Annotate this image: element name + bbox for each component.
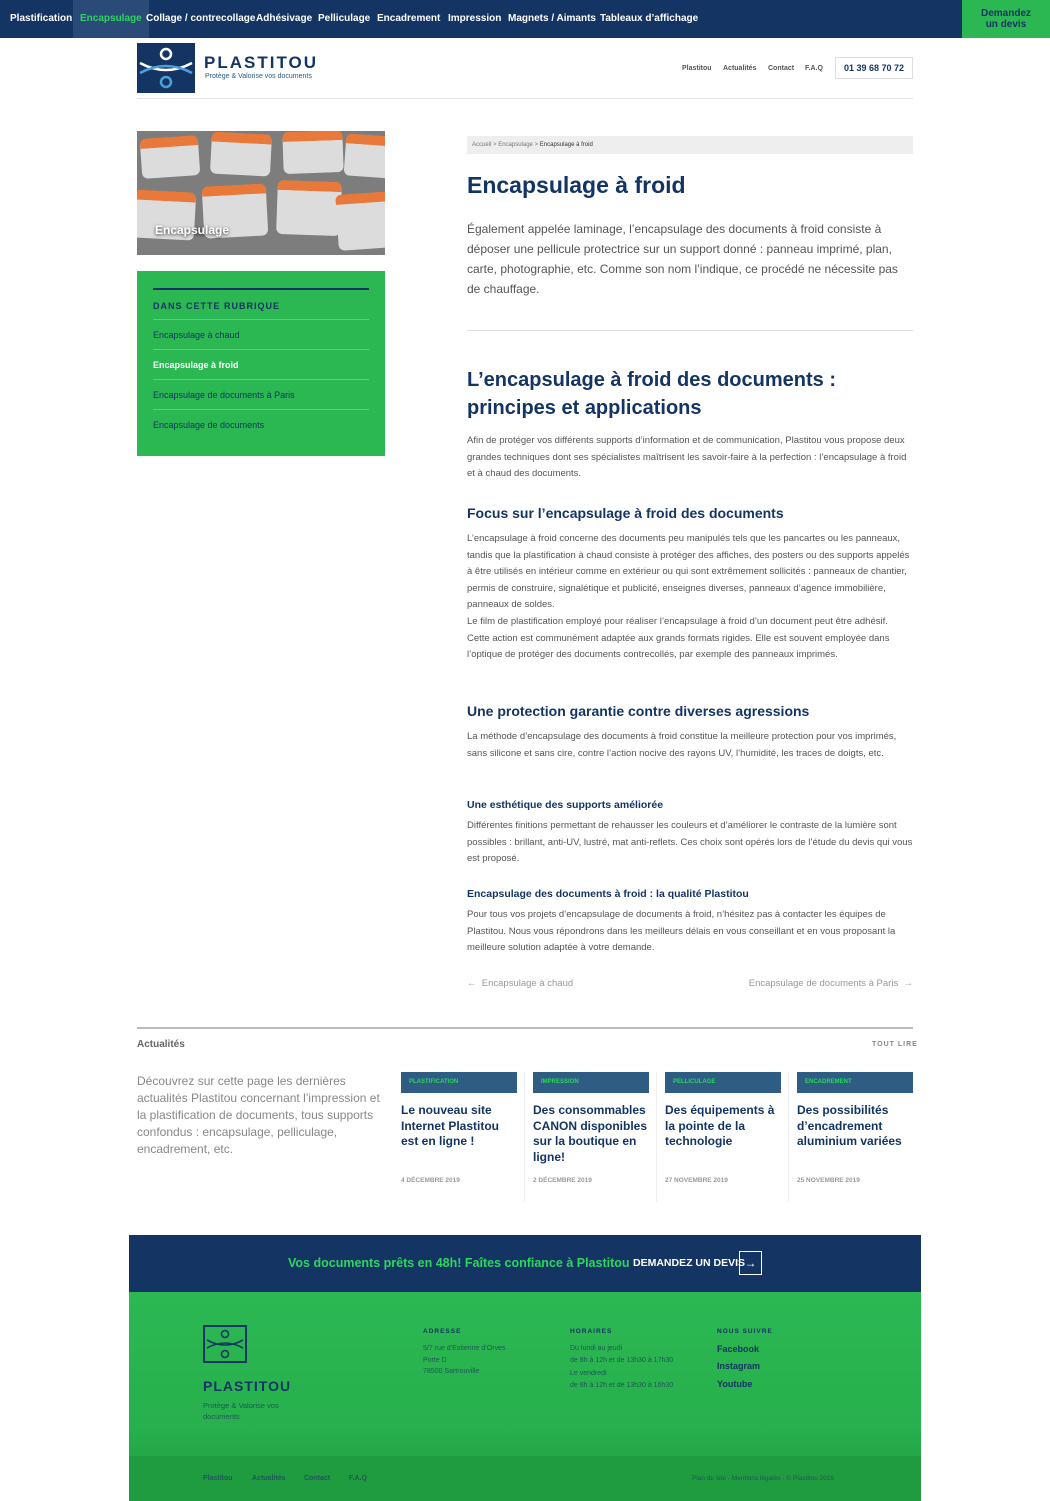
footer-address-line: 78500 Sartrouville: [423, 1368, 480, 1375]
news-divider: [137, 1027, 913, 1029]
news-tag: PELLICULAGE: [665, 1072, 781, 1093]
quality-heading: Encapsulage des documents à froid : la qualité Plastitou: [467, 888, 749, 900]
news-separator: [656, 1072, 657, 1202]
news-title: Actualités: [137, 1039, 185, 1050]
intro-paragraph: Afin de protéger vos différents supports d’information et de communication, Plastitou vous propose deux grandes techniques dont ses spécialistes maîtrisent les savoir-faire à la perfection : l’encapsulage à froid et à chaud des documents.: [467, 435, 907, 479]
footer-hours-line: de 8h à 12h et de 13h30 à 17h30: [570, 1356, 674, 1364]
esthetic-paragraph: Différentes finitions permettant de rehausser les couleurs et d’améliorer le contraste de la lumière sont possibles : brillant, anti-UV, lustré, mat anti-reflets. Ces choix sont opérés lors de l’étude du devis qui vous est proposé.: [467, 820, 913, 864]
page-title: Encapsulage à froid: [467, 172, 686, 198]
hero-card: [335, 191, 385, 251]
header-link-contact[interactable]: Contact: [768, 65, 795, 72]
news-card[interactable]: [665, 1072, 781, 1202]
footer-social-title: NOUS SUIVRE: [717, 1328, 773, 1335]
footer-link-actualites[interactable]: Actualités: [252, 1475, 286, 1482]
footer-instagram-link[interactable]: Instagram: [717, 1361, 761, 1371]
esthetic-heading: Une esthétique des supports améliorée: [467, 799, 664, 811]
footer-youtube-link[interactable]: Youtube: [717, 1379, 753, 1389]
hero-card: [140, 135, 201, 179]
footer-link-faq[interactable]: F.A.Q: [349, 1475, 367, 1482]
footer-logo-tagline: Protège & Valorise vos documents: [203, 1401, 279, 1421]
news-description: Découvrez sur cette page les dernières actualités Plastitou concernant l’impression et la plastification de documents, tous supports confondus : encapsulage, pelliculage, encadrement, etc.: [137, 1074, 380, 1156]
breadcrumb-home[interactable]: Accueil: [472, 142, 492, 148]
sidebar-item-froid[interactable]: Encapsulage à froid: [153, 350, 369, 380]
sidebar: [137, 271, 385, 456]
focus-paragraph-1: L’encapsulage à froid concerne des documents peu manipulés tels que les pancartes ou les panneaux, tandis que la plastification à chaud consiste à protéger des affiches, des posters ou des supports appelés à être utilisés en intérieur comme en extérieur ou qui sont extrêmement sollicités : panneaux de chantier, permis de construire, signalétique et publicité, enseignes diverses, panneaux d’agence immobilière, panneaux de soldes.: [467, 533, 910, 610]
footer-hours-line: Du lundi au jeudi: [570, 1345, 623, 1352]
nav-magnets[interactable]: Magnets / Aimants: [508, 13, 596, 24]
news-card[interactable]: [533, 1072, 649, 1202]
hero-card: [276, 180, 342, 236]
news-card[interactable]: [797, 1072, 913, 1202]
nav-encadrement[interactable]: Encadrement: [377, 13, 441, 24]
footer-address-line: Porte D: [423, 1356, 447, 1364]
hero-card: [344, 133, 385, 178]
prev-link-label: Encapsulage à chaud: [481, 978, 574, 989]
news-card-title: Des équipements à la pointe de la technologie: [665, 1103, 775, 1148]
news-read-all-link[interactable]: TOUT LIRE: [872, 1041, 918, 1048]
footer-copyright[interactable]: Plan du site - Mentions légales - © Plastitou 2019: [692, 1475, 835, 1482]
breadcrumb-sep: >: [534, 142, 539, 148]
news-tag: ENCADREMENT: [797, 1072, 913, 1093]
footer-address-line: 5/7 rue d’Estienne d’Orves: [423, 1345, 506, 1352]
news-card-date: 25 NOVEMBRE 2019: [797, 1177, 860, 1184]
footer-link-plastitou[interactable]: Plastitou: [203, 1475, 233, 1482]
hero-card: [282, 131, 343, 174]
news-tag: PLASTIFICATION: [401, 1072, 517, 1093]
logo-icon[interactable]: [137, 43, 195, 93]
next-link[interactable]: [749, 978, 913, 989]
footer-logo-name: PLASTITOU: [203, 1378, 292, 1394]
breadcrumb-sep: >: [493, 142, 497, 148]
news-tag: IMPRESSION: [533, 1072, 649, 1093]
header-link-actualites[interactable]: Actualités: [723, 65, 757, 72]
sidebar-item-paris[interactable]: Encapsulage de documents à Paris: [153, 380, 369, 410]
news-separator: [524, 1072, 525, 1202]
arrow-right-icon: →: [898, 978, 913, 989]
logo-tagline: Protège & Valorise vos documents: [205, 73, 312, 80]
header-link-plastitou[interactable]: Plastitou: [682, 65, 712, 72]
news-card-title: Des consommables CANON disponibles sur la boutique en ligne!: [533, 1103, 648, 1164]
header-link-faq[interactable]: F.A.Q: [805, 65, 823, 72]
sidebar-top-rule: [153, 288, 369, 290]
protection-paragraph: La méthode d’encapsulage des documents à froid constitue la meilleure protection pour vos imprimés, sans silicone et sans cire, contre l’action nocive des rayons UV, l’humidité, les traces de doigts, etc.: [467, 731, 897, 759]
quote-line2: un devis: [985, 19, 1027, 30]
sidebar-item-documents[interactable]: Encapsulage de documents: [153, 420, 265, 430]
logo-name[interactable]: PLASTITOU: [204, 53, 319, 72]
cta-quote-button[interactable]: DEMANDEZ UN DEVIS: [633, 1257, 746, 1269]
nav-pelliculage[interactable]: Pelliculage: [318, 13, 371, 24]
nav-adhesivage[interactable]: Adhésivage: [256, 13, 313, 24]
article-lead: Également appelée laminage, l’encapsulage des documents à froid consiste à déposer une pellicule protectrice sur un support donné : panneau imprimé, plan, carte, photographie, etc. Comme son nom l’indique, ce procédé ne nécessite pas de chauffage.: [467, 222, 898, 296]
news-card-title: Des possibilités d’encadrement aluminium variées: [797, 1103, 902, 1148]
sidebar-item-chaud[interactable]: Encapsulage à chaud: [153, 320, 369, 350]
hero-label: Encapsulage: [155, 223, 230, 237]
quote-line1: Demandez: [980, 8, 1031, 19]
footer-link-contact[interactable]: Contact: [304, 1475, 331, 1482]
next-link-label: Encapsulage de documents à Paris: [748, 978, 899, 989]
footer-hours-line: Le vendredi: [570, 1370, 607, 1377]
article-divider: [467, 330, 913, 331]
news-separator: [788, 1072, 789, 1202]
nav-collage[interactable]: Collage / contrecollage: [146, 13, 256, 24]
news-card-title: Le nouveau site Internet Plastitou est en ligne !: [401, 1103, 500, 1148]
breadcrumb: [467, 136, 913, 154]
nav-tableaux[interactable]: Tableaux d’affichage: [600, 13, 699, 24]
cta-text: Vos documents prêts en 48h! Faîtes confiance à Plastitou: [288, 1256, 630, 1270]
footer-hours-title: HORAIRES: [570, 1328, 613, 1335]
news-card-date: 2 DÉCEMBRE 2019: [533, 1177, 592, 1184]
news-card-date: 4 DÉCEMBRE 2019: [401, 1177, 460, 1184]
breadcrumb-parent[interactable]: Encapsulage: [498, 142, 533, 148]
prev-link[interactable]: [467, 978, 573, 989]
phone-number[interactable]: 01 39 68 70 72: [835, 57, 913, 79]
news-card-date: 27 NOVEMBRE 2019: [665, 1177, 728, 1184]
arrow-left-icon: ←: [467, 978, 482, 989]
hero-image: [137, 131, 385, 255]
sidebar-title: DANS CETTE RUBRIQUE: [153, 301, 369, 320]
footer-hours-line: de 8h à 12h et de 13h30 à 16h30: [570, 1381, 674, 1389]
hero-card: [210, 131, 272, 176]
top-nav: [0, 0, 1050, 38]
quality-paragraph: Pour tous vos projets d’encapsulage de documents à froid, n’hésitez pas à contacter les équipes de Plastitou. Nous vous répondrons dans les meilleurs délais en vous conseillant et en vous proposant la meilleure solution adaptée à votre demande.: [467, 909, 896, 953]
nav-plastification[interactable]: Plastification: [10, 13, 73, 24]
focus-paragraph-2: Le film de plastification employé pour réaliser l’encapsulage à froid d’un document peut être adhésif. Cette action est communément adaptée aux grands formats rigides. Elle est souvent employée dans l’optique de protéger des documents contrecollés, par exemple des panneaux imprimés.: [467, 616, 890, 660]
footer-facebook-link[interactable]: Facebook: [717, 1344, 760, 1354]
footer-logo-icon[interactable]: [203, 1325, 247, 1363]
header-divider: [137, 98, 913, 99]
arrow-right-icon[interactable]: →: [739, 1251, 762, 1275]
section-heading: L’encapsulage à froid des documents : principes et applications: [467, 369, 836, 419]
protection-heading: Une protection garantie contre diverses agressions: [467, 703, 810, 719]
breadcrumb-current: Encapsulage à froid: [539, 142, 593, 148]
quote-button[interactable]: [962, 0, 1050, 38]
footer-address-title: ADRESSE: [423, 1328, 462, 1335]
nav-encapsulage[interactable]: Encapsulage: [73, 0, 149, 38]
focus-heading: Focus sur l’encapsulage à froid des documents: [467, 505, 784, 521]
nav-impression[interactable]: Impression: [448, 13, 502, 24]
news-card[interactable]: [401, 1072, 517, 1202]
